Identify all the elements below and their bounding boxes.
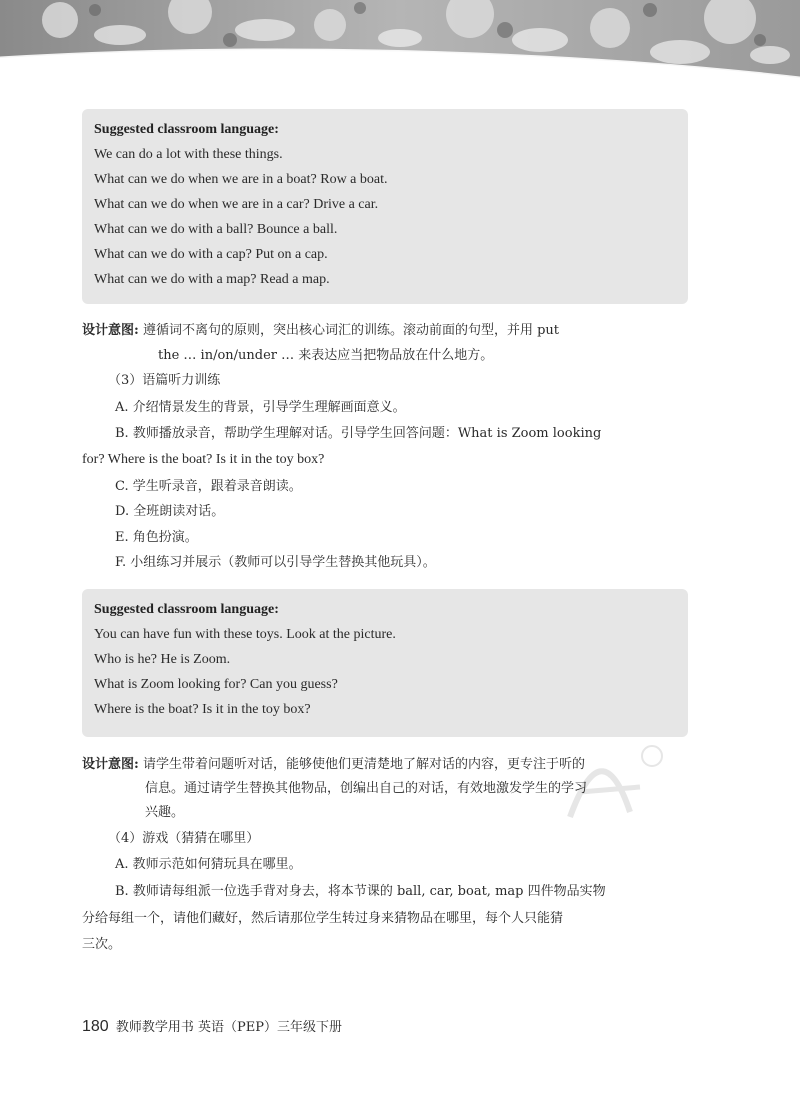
- section-4-item-b-line-3: 三次。: [82, 937, 122, 952]
- section-3-item-f: F. 小组练习并展示（教师可以引导学生替换其他玩具）。: [115, 555, 436, 570]
- design-intent-2-line-3: 兴趣。: [145, 805, 185, 820]
- page-number: 180: [82, 1018, 109, 1035]
- design-intent-text: 遵循词不离句的原则，突出核心词汇的训练。滚动前面的句型，并用 put: [142, 323, 560, 338]
- box-line: You can have fun with these toys. Look at the picture.: [94, 627, 396, 642]
- design-intent-1-line-1: [82, 322, 559, 340]
- design-intent-1-line-2: the … in/on/under … 来表达应当把物品放在什么地方。: [158, 348, 494, 363]
- box-line: What can we do with a cap? Put on a cap.: [94, 247, 328, 262]
- section-3-item-b-line-2: for? Where is the boat? Is it in the toy box?: [82, 452, 325, 467]
- header-floral-banner: [0, 0, 800, 95]
- design-intent-2-line-2: 信息。通过请学生替换其他物品，创编出自己的对话，有效地激发学生的学习: [145, 781, 588, 796]
- section-3-item-b-line-1: B. 教师播放录音，帮助学生理解对话。引导学生回答问题：What is Zoom looking: [115, 426, 602, 441]
- box-line: What is Zoom looking for? Can you guess?: [94, 677, 338, 692]
- box-line: We can do a lot with these things.: [94, 147, 283, 162]
- box-heading: Suggested classroom language:: [94, 122, 279, 137]
- section-4-item-b-line-2: 分给每组一个，请他们藏好，然后请那位学生转过身来猜物品在哪里，每个人只能猜: [82, 911, 564, 926]
- box-line: What can we do with a ball? Bounce a ball.: [94, 222, 338, 237]
- floral-pattern-image: [0, 0, 800, 95]
- design-intent-text: 请学生带着问题听对话，能够使他们更清楚地了解对话的内容，更专注于听的: [142, 757, 585, 772]
- design-intent-label: 设计意图:: [82, 323, 139, 338]
- box-line: Who is he? He is Zoom.: [94, 652, 231, 667]
- section-3-title: （3）语篇听力训练: [108, 373, 221, 388]
- section-3-item-e: E. 角色扮演。: [115, 530, 198, 545]
- box-heading: Suggested classroom language:: [94, 602, 279, 617]
- section-3-item-a: A. 介绍情景发生的背景，引导学生理解画面意义。: [115, 400, 406, 415]
- section-3-item-d: D. 全班朗读对话。: [115, 504, 225, 519]
- box-line: What can we do when we are in a car? Drive a car.: [94, 197, 379, 212]
- section-3-item-c: C. 学生听录音，跟着录音朗读。: [115, 479, 302, 494]
- box-line: What can we do when we are in a boat? Row a boat.: [94, 172, 388, 187]
- suggested-language-box-1: [82, 109, 688, 304]
- page-footer: [82, 1016, 342, 1036]
- design-intent-label: 设计意图:: [82, 757, 139, 772]
- suggested-language-box-2: [82, 589, 688, 737]
- section-4-title: （4）游戏（猜猜在哪里）: [108, 831, 260, 846]
- section-4-item-b-line-1: B. 教师请每组派一位选手背对身去，将本节课的 ball, car, boat, map 四件物品实物: [115, 884, 606, 899]
- section-4-item-a: A. 教师示范如何猜玩具在哪里。: [115, 857, 302, 872]
- box-line: What can we do with a map? Read a map.: [94, 272, 330, 287]
- book-title: 教师教学用书 英语（PEP）三年级下册: [115, 1020, 342, 1035]
- box-line: Where is the boat? Is it in the toy box?: [94, 702, 311, 717]
- design-intent-2-line-1: [82, 756, 585, 774]
